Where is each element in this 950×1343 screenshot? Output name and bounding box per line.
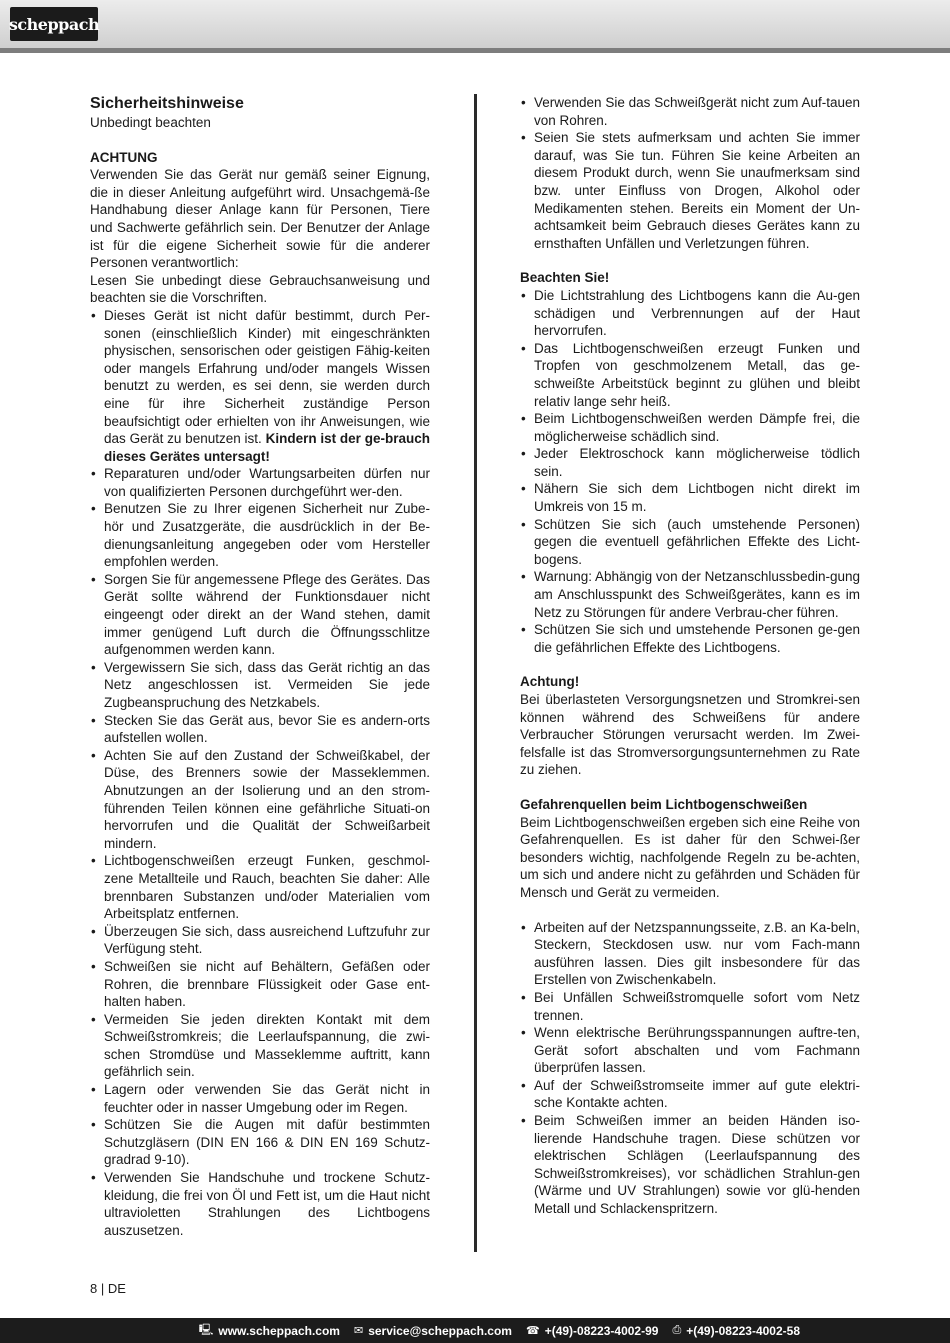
mail-icon: ✉: [353, 1325, 364, 1337]
footer-fax: [672, 1324, 800, 1338]
list-item: • Wenn elektrische Berührungsspannungen auftre-ten, Gerät sofort abschalten und vom Fachmann überprüfen lassen.: [520, 1024, 860, 1077]
footer-email-text: service@scheppach.com: [368, 1323, 512, 1338]
footer-phone: [526, 1324, 658, 1338]
page-number: 8 | DE: [90, 1281, 126, 1296]
list-item: • Benutzen Sie zu Ihrer eigenen Sicherheit nur Zube-hör und Zusatzgeräte, die ausdrücklich in der Be-dienungsanleitung angegeben oder vom Hersteller empfohlen werden.: [90, 500, 430, 570]
list-item: • Schützen Sie sich und umstehende Personen ge-gen die gefährlichen Effekte des Lichtbogens.: [520, 621, 860, 656]
computer-icon: 🖳: [198, 1324, 214, 1336]
list-item: • Arbeiten auf der Netzspannungsseite, z.B. an Ka-beln, Steckern, Steckdosen usw. nur vom Fach-mann ausführen lassen. Dies gilt insbesondere für das Erstellen von Zwischenkabeln.: [520, 919, 860, 989]
fax-icon: ⎙: [672, 1324, 682, 1336]
list-item-bold-text: Kindern ist der ge-brauch dieses Gerätes untersagt!: [104, 431, 430, 464]
instruction-paragraph: Lesen Sie unbedingt diese Gebrauchsanweisung und beachten sie die Vorschriften.: [90, 272, 430, 306]
list-item: • Bei Unfällen Schweißstromquelle sofort vom Netz trennen.: [520, 989, 860, 1024]
list-item: • Die Lichtstrahlung des Lichtbogens kann die Au-gen schädigen und Verbrennungen auf der Haut hervorrufen.: [520, 287, 860, 340]
list-item: • Sorgen Sie für angemessene Pflege des Gerätes. Das Gerät sollte während der Funktionsdauer nicht eingeengt oder direkt an der Wand stehen, damit immer genügend Luft durch die Öffnungsschlitze aufgenommen werden kann.: [90, 571, 430, 659]
top-list: [520, 94, 860, 252]
gefahren-paragraph: Beim Lichtbogenschweißen ergeben sich eine Reihe von Gefahrenquellen. Es ist daher für den Schwei-ßer besonders wichtig, nachfolgende Regeln zu be-achten, um sich und andere nicht zu gefährden und Schäden für Mensch und Gerät zu vermeiden.: [520, 814, 860, 900]
list-item: • Seien Sie stets aufmerksam und achten Sie immer darauf, was Sie tun. Führen Sie keine Arbeiten an diesem Produkt durch, wenn Sie unaufmerksam sind bzw. unter Einfluss von Drogen, Alkohol oder Medikamenten stehen. Bereits ein Moment der Un-achtsamkeit beim Gebrauch dieses Gerätes kann zu ernsthaften Unfällen und Verletzungen führen.: [520, 129, 860, 252]
list-item: • Achten Sie auf den Zustand der Schweißkabel, der Düse, des Brenners sowie der Masseklemmen. Abnutzungen an der Isolierung und an den strom-führenden Teilen können eine gefährliche Situati-on hervorrufen und die Qualität der Schweißarbeit mindern.: [90, 747, 430, 853]
intro-paragraph: Verwenden Sie das Gerät nur gemäß seiner Eignung, die in dieser Anleitung aufgeführt wird. Unsachgemä-ße Handhabung dieser Anlage kann für Personen, Tiere und Sachwerte gefährlich sein. Der Benutzer der Anlage ist für die eigene Sicherheit sowie für die anderer Personen verantwortlich:: [90, 167, 430, 271]
footer-fax-text: +(49)-08223-4002-58: [686, 1323, 800, 1338]
section-subtitle: Unbedingt beachten: [90, 115, 211, 130]
list-item: • Beim Lichtbogenschweißen werden Dämpfe frei, die möglicherweise schädlich sind.: [520, 410, 860, 445]
gefahren-list: [520, 919, 860, 1218]
list-item: • Reparaturen und/oder Wartungsarbeiten dürfen nur von qualifizierten Personen durchgeführt wer-den.: [90, 465, 430, 500]
list-item: • Beim Schweißen immer an beiden Händen iso-lierende Handschuhe tragen. Diese schützen vor elektrischen Schlägen (Leerlaufspannung des Schweißstromkreises), vor schädlichen Strahlun-gen (Wärme und UV Strahlungen) sowie vor glü-henden Metall und Schlackenspritzern.: [520, 1112, 860, 1218]
list-item: • Das Lichtbogenschweißen erzeugt Funken und Tropfen von geschmolzenem Metall, das ge-schweißte Arbeitstück beginnt zu glühen und bleibt relativ lange sehr heiß.: [520, 340, 860, 410]
list-item: • Lichtbogenschweißen erzeugt Funken, geschmol-zene Metallteile und Rauch, beachten Sie daher: Alle brennbaren Substanzen und/oder Materialien vom Arbeitsplatz entfernen.: [90, 852, 430, 922]
list-item: • Verwenden Sie Handschuhe und trockene Schutz-kleidung, die frei von Öl und Fett ist, um die Haut nicht ultravioletten Strahlungen des Lichtbogens auszusetzen.: [90, 1169, 430, 1239]
achtung-paragraph: Bei überlasteten Versorgungsnetzen und Stromkrei-sen können während des Schweißens für andere Verbraucher Störungen verursacht werden. Im Zwei-felsfalle ist das Stromversorgungsunternehmen zu Rate zu ziehen.: [520, 692, 860, 778]
logo-text: scheppach: [8, 14, 100, 34]
section-title: Sicherheitshinweise: [90, 95, 244, 112]
phone-icon: ☎: [525, 1325, 540, 1337]
footer-phone-text: +(49)-08223-4002-99: [544, 1323, 659, 1338]
list-item: • Jeder Elektroschock kann möglicherweise tödlich sein.: [520, 445, 860, 480]
achtung-heading-2: Achtung!: [520, 674, 580, 690]
list-item: • Warnung: Abhängig von der Netzanschlussbedin-gung am Anschlusspunkt des Schweißgerätes, kann es im Netz zu Störungen für andere Verbrau-cher führen.: [520, 568, 860, 621]
list-item: • Vergewissern Sie sich, dass das Gerät richtig an das Netz angeschlossen ist. Vermeiden Sie jede Zugbeanspruchung des Netzkabels.: [90, 659, 430, 712]
page-header: [0, 0, 950, 48]
list-item: • Überzeugen Sie sich, dass ausreichend Luftzufuhr zur Verfügung steht.: [90, 923, 430, 958]
list-item: [90, 307, 430, 465]
page-footer: [0, 1318, 950, 1343]
list-item: • Stecken Sie das Gerät aus, bevor Sie es andern-orts aufstellen wollen.: [90, 712, 430, 747]
beachten-list: [520, 287, 860, 656]
list-item: • Auf der Schweißstromseite immer auf gute elektri-sche Kontakte achten.: [520, 1077, 860, 1112]
beachten-heading: Beachten Sie!: [520, 270, 610, 286]
column-divider: [474, 94, 477, 1252]
list-item: • Lagern oder verwenden Sie das Gerät nicht in feuchter oder in nasser Umgebung oder im Regen.: [90, 1081, 430, 1116]
footer-web[interactable]: [199, 1321, 340, 1340]
footer-email[interactable]: [354, 1324, 512, 1338]
list-item: • Nähern Sie sich dem Lichtbogen nicht direkt im Umkreis von 15 m.: [520, 480, 860, 515]
footer-web-text: www.scheppach.com: [218, 1323, 340, 1338]
list-item: • Verwenden Sie das Schweißgerät nicht zum Auf-tauen von Rohren.: [520, 94, 860, 129]
gefahren-heading: Gefahrenquellen beim Lichtbogenschweißen: [520, 796, 808, 812]
scheppach-logo: [10, 7, 98, 41]
right-column: [520, 94, 860, 1218]
achtung-heading: ACHTUNG: [90, 149, 158, 165]
list-item: • Vermeiden Sie jeden direkten Kontakt mit dem Schweißstromkreis; die Leerlaufspannung, die zwi-schen Stromdüse und Masseklemme auftritt, kann gefährlich sein.: [90, 1011, 430, 1081]
list-item: • Schützen Sie die Augen mit dafür bestimmten Schutzgläsern (DIN EN 166 & DIN EN 169 Schutz-gradrad 9-10).: [90, 1116, 430, 1169]
list-item: • Schützen Sie sich (auch umstehende Personen) gegen die eventuell gefährlichen Effekte des Licht-bogens.: [520, 516, 860, 569]
left-column: [90, 94, 430, 1239]
list-item: • Schweißen sie nicht auf Behältern, Gefäßen oder Rohren, die brennbare Flüssigkeit oder Gase ent-halten haben.: [90, 958, 430, 1011]
list-item-text: Dieses Gerät ist nicht dafür bestimmt, durch Per-sonen (einschließlich Kinder) mit eingeschränkten physischen, sensorischen oder geistigen Fähig-keiten oder mangels Erfahrung und/oder mangels Wissen benutzt zu werden, es sei denn, sie werden durch eine für ihre Sicherheit zuständige Person beaufsichtigt oder erhielten von ihr Anweisungen, wie das Gerät zu benutzen ist.: [104, 307, 430, 447]
safety-list: [90, 307, 430, 1239]
header-rule: [0, 48, 950, 53]
